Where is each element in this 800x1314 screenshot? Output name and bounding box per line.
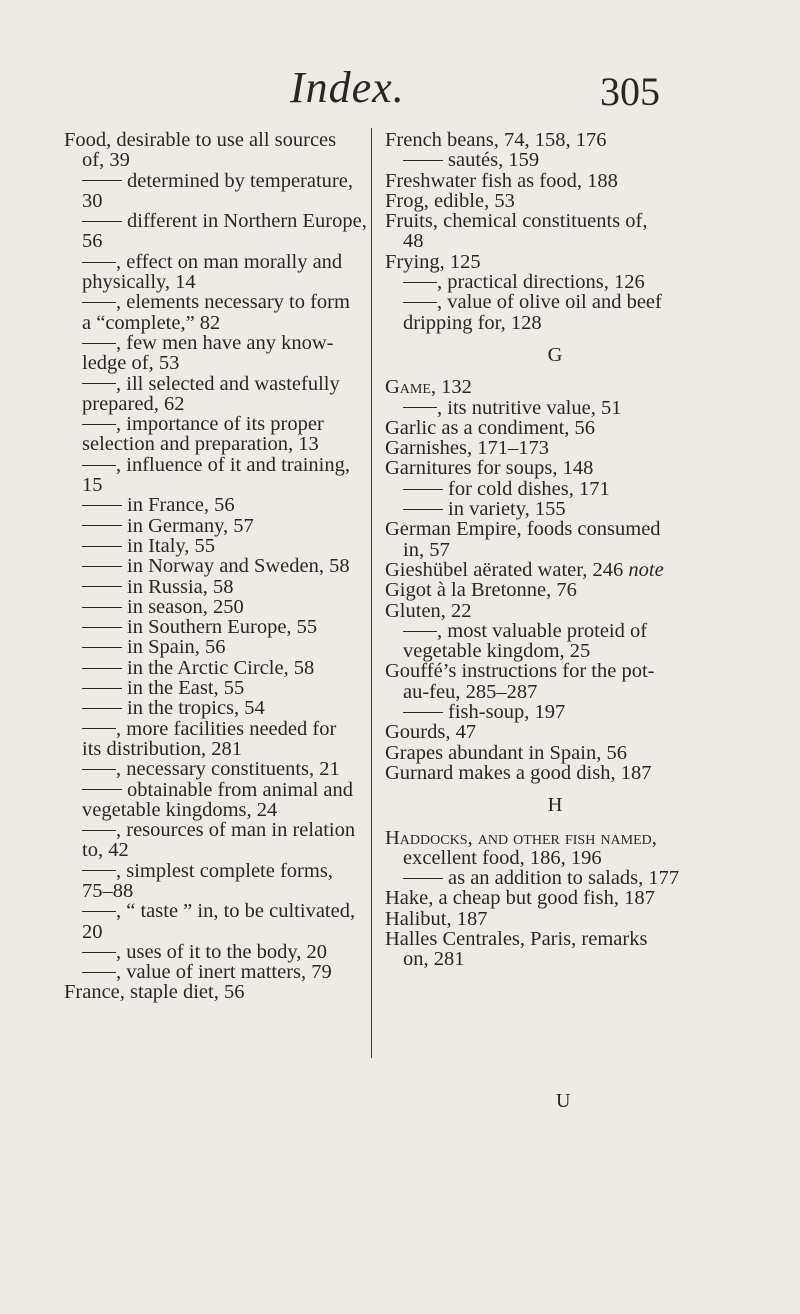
index-text: for cold dishes, 171 (448, 477, 610, 500)
index-text: 30 (82, 189, 103, 212)
index-entry (385, 929, 725, 949)
index-subentry (385, 621, 725, 641)
index-text: Garnishes, 171–173 (385, 437, 549, 460)
index-text: France, staple diet, 56 (64, 981, 245, 1004)
index-text: , resources of man in relation (116, 819, 356, 842)
index-entry (385, 211, 725, 231)
index-text: a “complete,” 82 (82, 311, 221, 334)
ditto-dash (403, 160, 443, 161)
ditto-dash (82, 870, 116, 871)
page-header (0, 62, 800, 122)
ditto-dash (403, 631, 437, 632)
index-subentry (385, 868, 725, 888)
index-entry-continuation (385, 641, 725, 661)
index-entry (385, 438, 725, 458)
index-text: Fruits, chemical constituents of, (385, 210, 648, 233)
index-subentry (64, 617, 364, 637)
section-letter (385, 795, 725, 815)
ditto-dash (82, 911, 116, 912)
index-subentry (64, 901, 364, 921)
ditto-dash (82, 343, 116, 344)
index-entry (64, 982, 364, 1002)
index-entry-continuation (64, 353, 364, 373)
index-text: in variety, 155 (448, 498, 566, 521)
index-entry-continuation (385, 231, 725, 251)
index-text: , effect on man morally and (116, 250, 343, 273)
index-text: in Germany, 57 (127, 514, 254, 537)
index-subentry (64, 516, 364, 536)
index-text: physically, 14 (82, 271, 196, 294)
index-entry (385, 601, 725, 621)
ditto-dash (403, 407, 437, 408)
index-text: in Norway and Sweden, 58 (127, 555, 350, 578)
index-text: 15 (82, 474, 103, 497)
ditto-dash (82, 302, 116, 303)
ditto-dash (82, 830, 116, 831)
index-text: in Spain, 56 (127, 636, 226, 659)
index-text: Game, 132 (385, 376, 472, 399)
right-column (385, 130, 725, 970)
index-entry (64, 130, 364, 150)
index-text: Halles Centrales, Paris, remarks (385, 927, 648, 950)
ditto-dash (403, 712, 443, 713)
index-entry-continuation (385, 949, 725, 969)
index-text: Gluten, 22 (385, 599, 472, 622)
index-entry (385, 252, 725, 272)
index-entry-continuation (64, 394, 364, 414)
index-subentry (64, 210, 367, 233)
index-subentry (385, 479, 725, 499)
index-text: Garnitures for soups, 148 (385, 457, 594, 480)
ditto-dash (82, 972, 116, 973)
index-entry (385, 722, 725, 742)
index-text: in, 57 (403, 538, 450, 561)
index-entry-continuation (64, 313, 364, 333)
index-subentry (64, 962, 364, 982)
index-text: Grapes abundant in Spain, 56 (385, 741, 627, 764)
index-subentry (64, 820, 364, 840)
index-text: vegetable kingdom, 25 (403, 640, 591, 663)
index-text: 75–88 (82, 879, 134, 902)
ditto-dash (82, 952, 116, 953)
index-text: dripping for, 128 (403, 311, 542, 334)
index-text: Gouffé’s instructions for the pot- (385, 660, 655, 683)
index-entry-continuation (385, 848, 725, 868)
index-subentry (64, 556, 364, 576)
index-subentry (64, 414, 364, 434)
index-text: obtainable from animal and (127, 778, 353, 801)
index-text: Gourds, 47 (385, 721, 477, 744)
ditto-dash (82, 668, 122, 669)
index-subentry (385, 150, 725, 170)
index-entry (385, 909, 725, 929)
index-text: Freshwater fish as food, 188 (385, 169, 618, 192)
index-text: , practical directions, 126 (437, 271, 645, 294)
index-text: in the Arctic Circle, 58 (127, 656, 315, 679)
index-text: , value of olive oil and beef (437, 291, 662, 314)
index-entry (385, 191, 725, 211)
page-title: Index. (290, 63, 405, 112)
index-text: in Italy, 55 (127, 534, 216, 557)
index-text: excellent food, 186, 196 (403, 846, 602, 869)
index-text: in Southern Europe, 55 (127, 616, 318, 639)
index-entry-continuation (64, 739, 364, 759)
index-text: , value of inert matters, 79 (116, 961, 332, 984)
index-text: , uses of it to the body, 20 (116, 940, 328, 963)
index-text: , importance of its proper (116, 413, 324, 436)
index-text: to, 42 (82, 839, 129, 862)
index-subentry (385, 398, 725, 418)
index-text: 20 (82, 920, 103, 943)
index-entry (385, 580, 725, 600)
index-entry-continuation (64, 191, 364, 211)
ditto-dash (82, 607, 122, 608)
index-text: 56 (82, 230, 103, 253)
index-entry-continuation (64, 800, 364, 820)
index-text: Gigot à la Bretonne, 76 (385, 579, 577, 602)
index-text: on, 281 (403, 948, 465, 971)
index-subentry (64, 678, 364, 698)
index-subentry (64, 171, 364, 191)
index-text: different in Northern Europe, (127, 210, 367, 233)
index-subentry (64, 942, 364, 962)
ditto-dash (82, 769, 116, 770)
index-entry (385, 519, 725, 539)
index-text: , more facilities needed for (116, 717, 337, 740)
index-text: au-feu, 285–287 (403, 680, 538, 703)
index-text: , necessary constituents, 21 (116, 758, 340, 781)
ditto-dash (82, 688, 122, 689)
index-text: of, 39 (82, 149, 130, 172)
index-subentry (64, 333, 364, 353)
index-text: Frog, edible, 53 (385, 189, 515, 212)
ditto-dash (82, 586, 122, 587)
index-text: German Empire, foods consumed (385, 518, 661, 541)
index-entry-continuation (64, 434, 364, 454)
index-entry-continuation (64, 922, 364, 942)
ditto-dash (82, 505, 122, 506)
index-entry-continuation (64, 475, 364, 495)
index-text: fish-soup, 197 (448, 701, 566, 724)
index-subentry (64, 658, 364, 678)
index-text: Haddocks, and other fish named, (385, 826, 657, 849)
index-subentry (64, 252, 364, 272)
index-text: , elements necessary to form (116, 291, 350, 314)
index-subentry (64, 495, 364, 515)
index-subentry (64, 637, 364, 657)
index-text: H (547, 794, 563, 817)
index-text: sautés, 159 (448, 149, 540, 172)
ditto-dash (82, 424, 116, 425)
index-text: in the East, 55 (127, 677, 245, 700)
ditto-dash (82, 789, 122, 790)
ditto-dash (82, 221, 122, 222)
column-divider (371, 128, 372, 1058)
index-entry (385, 661, 725, 681)
index-subentry (64, 759, 364, 779)
ditto-dash (82, 647, 122, 648)
ditto-dash (82, 566, 122, 567)
index-text: , most valuable proteid of (437, 619, 648, 642)
index-text: vegetable kingdoms, 24 (82, 798, 278, 821)
index-entry-continuation (385, 540, 725, 560)
index-text: G (547, 343, 563, 366)
page-number: 305 (600, 69, 660, 114)
index-subentry (64, 374, 364, 394)
index-entry (385, 418, 725, 438)
index-subentry (385, 272, 725, 292)
ditto-dash (82, 546, 122, 547)
left-column (64, 129, 367, 1004)
ditto-dash (82, 525, 122, 526)
index-text: Gieshübel aërated water, 246 note (385, 558, 664, 581)
index-text: in the tropics, 54 (127, 697, 265, 720)
index-text: Gurnard makes a good dish, 187 (385, 761, 652, 784)
index-text: Halibut, 187 (385, 907, 488, 930)
index-subentry (385, 292, 725, 312)
index-subentry (64, 780, 364, 800)
index-text: as an addition to salads, 177 (448, 867, 680, 890)
ditto-dash (82, 180, 122, 181)
index-text: determined by temperature, (127, 169, 353, 192)
ditto-dash (403, 282, 437, 283)
index-subentry (64, 577, 364, 597)
index-entry (385, 828, 725, 848)
index-subentry (64, 536, 364, 556)
index-text: 48 (403, 230, 424, 253)
index-subentry (64, 455, 364, 475)
index-text: , influence of it and training, (116, 453, 350, 476)
ditto-dash (82, 465, 116, 466)
ditto-dash (403, 302, 437, 303)
index-text: , few men have any know- (116, 331, 334, 354)
index-text: in season, 250 (127, 595, 244, 618)
index-subentry (64, 292, 364, 312)
index-text: selection and preparation, 13 (82, 433, 319, 456)
index-text: in Russia, 58 (127, 575, 234, 598)
index-text: Frying, 125 (385, 250, 481, 273)
index-text: in France, 56 (127, 494, 235, 517)
ditto-dash (82, 708, 122, 709)
ditto-dash (403, 509, 443, 510)
index-text: Food, desirable to use all sources (64, 129, 337, 151)
index-subentry (64, 719, 364, 739)
signature-mark: U (556, 1090, 571, 1112)
index-text: , ill selected and wastefully (116, 372, 340, 395)
index-text: prepared, 62 (82, 392, 185, 415)
index-text: , its nutritive value, 51 (437, 396, 622, 419)
index-entry (385, 888, 725, 908)
ditto-dash (403, 489, 443, 490)
index-entry-continuation (385, 313, 725, 333)
index-text: Hake, a cheap but good fish, 187 (385, 887, 655, 910)
index-entry (385, 560, 725, 580)
index-subentry (385, 499, 725, 519)
index-text: Garlic as a condiment, 56 (385, 416, 596, 439)
index-text: ledge of, 53 (82, 352, 180, 375)
index-text: its distribution, 281 (82, 737, 243, 760)
ditto-dash (82, 383, 116, 384)
index-entry (385, 130, 725, 150)
ditto-dash (82, 627, 122, 628)
index-subentry (64, 861, 364, 881)
index-entry (385, 743, 725, 763)
index-entry-continuation (64, 231, 364, 251)
index-entry-continuation (64, 881, 364, 901)
index-entry-continuation (64, 840, 364, 860)
ditto-dash (82, 728, 116, 729)
index-subentry (64, 698, 364, 718)
index-entry (385, 171, 725, 191)
index-text: , simplest complete forms, (116, 859, 333, 882)
ditto-dash (403, 878, 443, 879)
index-entry (385, 763, 725, 783)
index-entry (385, 377, 725, 397)
index-entry-continuation (64, 272, 364, 292)
index-subentry (385, 702, 725, 722)
section-letter (385, 345, 725, 365)
index-entry-continuation (385, 682, 725, 702)
index-text: French beans, 74, 158, 176 (385, 129, 607, 151)
index-subentry (64, 597, 364, 617)
note-marker: note (628, 558, 664, 581)
index-text: , “ taste ” in, to be cultivated, (116, 900, 356, 923)
ditto-dash (82, 262, 116, 263)
index-entry (385, 458, 725, 478)
index-entry-continuation (64, 150, 364, 170)
